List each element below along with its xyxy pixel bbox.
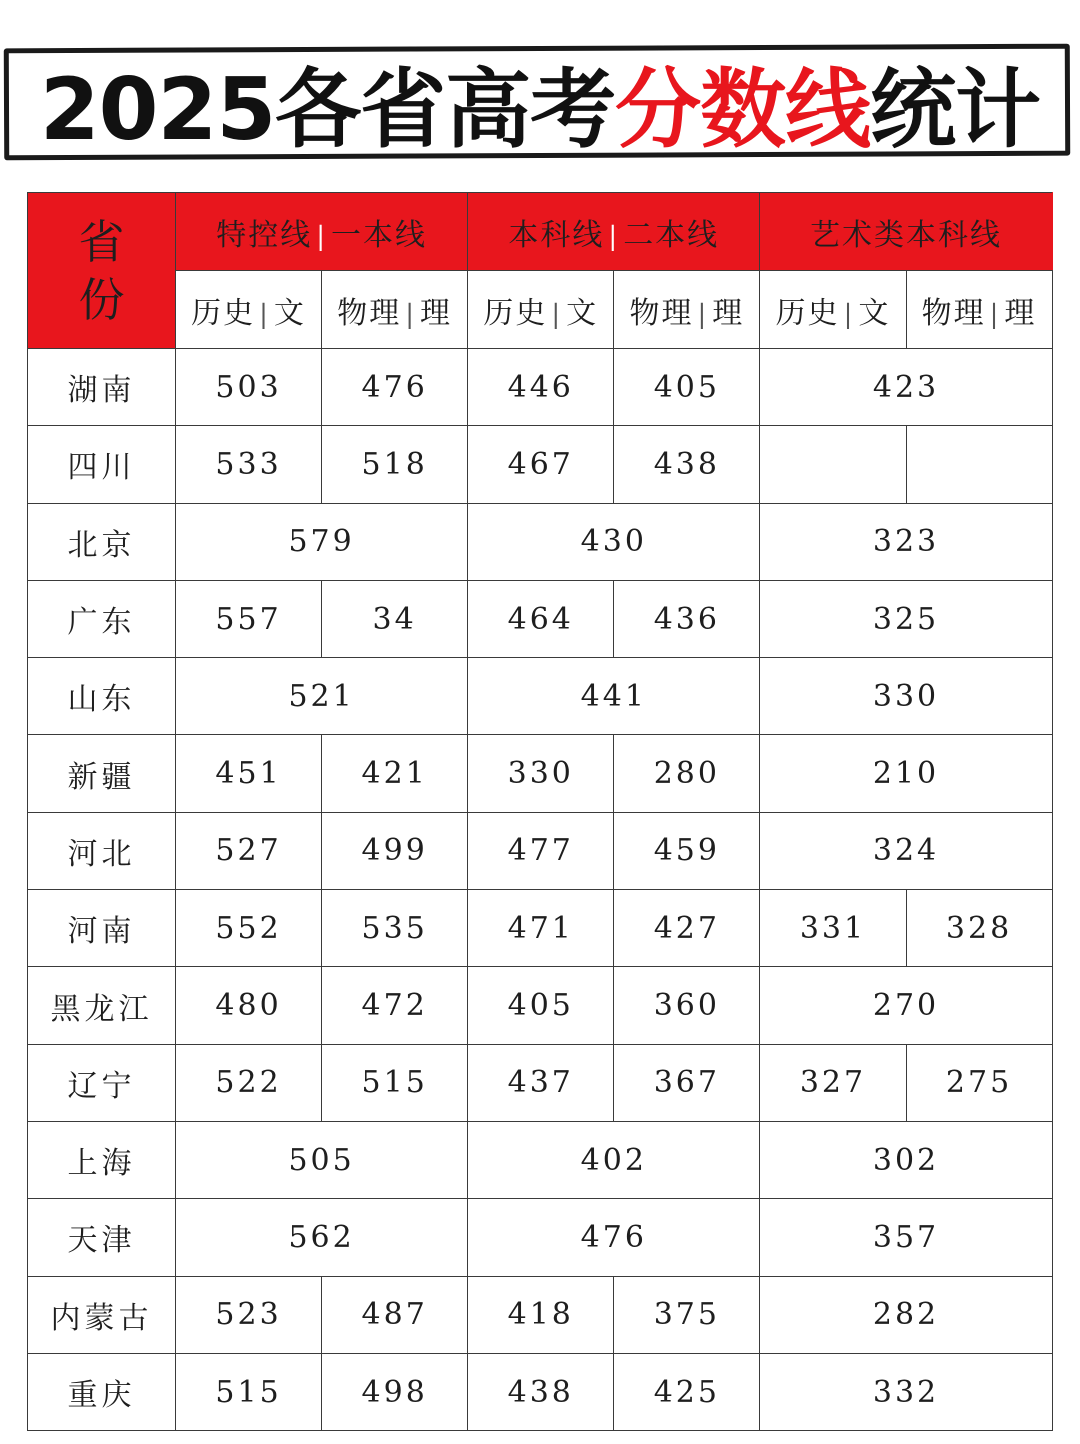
province-cell: 重庆 [28,1353,176,1430]
score-cell-physics: 328 [906,890,1052,967]
table-row [28,735,1053,812]
score-cell-physics: 405 [614,349,760,426]
sub-header-physics: 物理 | 理 [614,271,760,349]
province-cell: 河北 [28,812,176,889]
province-cell: 广东 [28,580,176,657]
province-cell: 天津 [28,1199,176,1276]
table-row [28,1044,1053,1121]
score-cell-history: 438 [468,1353,614,1430]
group-header-art-line [760,193,1052,271]
group-header-label: 艺术类本科线 [810,217,1002,253]
province-cell: 新疆 [28,735,176,812]
table-row [28,890,1053,967]
sub-header-history: 历史 | 文 [468,271,614,349]
score-cell-merged: 330 [760,658,1052,735]
score-cell-merged: 579 [176,503,468,580]
table-row [28,580,1053,657]
province-cell: 上海 [28,1121,176,1198]
province-cell: 辽宁 [28,1044,176,1121]
province-cell: 湖南 [28,349,176,426]
table-row [28,812,1053,889]
score-cell-physics: 518 [322,426,468,503]
table-row [28,1353,1053,1430]
table-row [28,426,1053,503]
score-cell-merged: 505 [176,1121,468,1198]
score-cell-history: 446 [468,349,614,426]
province-cell: 黑龙江 [28,967,176,1044]
score-cell-physics: 459 [614,812,760,889]
province-header-char-1: 省 [78,214,125,269]
score-cell-history: 523 [176,1276,322,1353]
score-cell-merged: 282 [760,1276,1052,1353]
group-header-separator: | [316,221,327,252]
table-row [28,1276,1053,1353]
score-cell-history: 557 [176,580,322,657]
score-cell-merged: 476 [468,1199,760,1276]
score-cell-merged: 324 [760,812,1052,889]
score-cell-history: 527 [176,812,322,889]
score-cell-history: 480 [176,967,322,1044]
score-cell-physics: 275 [906,1044,1052,1121]
province-cell: 内蒙古 [28,1276,176,1353]
group-header-label-alt: 一本线 [330,217,427,253]
score-cell-history: 503 [176,349,322,426]
group-header-key-line [176,193,468,271]
table-row [28,503,1053,580]
title-highlight: 分数线 [615,60,871,160]
group-header-label: 特控线 [216,217,313,253]
province-cell: 河南 [28,890,176,967]
score-cell-physics: 280 [614,735,760,812]
score-cell-history: 330 [468,735,614,812]
group-header-separator: | [608,221,620,252]
score-cell-merged: 423 [760,349,1052,426]
score-cell-merged: 302 [760,1121,1052,1198]
score-cell-merged: 332 [760,1353,1052,1430]
score-cell-physics: 499 [322,812,468,889]
score-cell-merged: 521 [176,658,468,735]
score-cell-merged: 325 [760,580,1052,657]
score-cell-physics: 367 [614,1044,760,1121]
score-cell-physics: 375 [614,1276,760,1353]
title-part-3: 统计 [870,60,1041,160]
score-cell-physics: 421 [322,735,468,812]
group-header-label: 本科线 [508,217,605,253]
province-header [28,193,176,349]
page-title [0,42,1080,162]
score-cell-physics: 498 [322,1353,468,1430]
table-body [28,349,1053,1431]
score-cell-history: 331 [760,890,906,967]
table-row [28,1121,1053,1198]
score-cell-physics: 535 [322,890,468,967]
score-cell-history: 522 [176,1044,322,1121]
score-cell-physics: 360 [614,967,760,1044]
score-cell-history: 515 [176,1353,322,1430]
score-cell-merged: 430 [468,503,760,580]
score-cell-physics: 487 [322,1276,468,1353]
score-table [27,192,1053,1431]
score-cell-history [760,426,906,503]
score-cell-physics: 425 [614,1353,760,1430]
title-part-1: 2025各省高考 [39,60,616,160]
table-row [28,658,1053,735]
score-cell-history: 327 [760,1044,906,1121]
score-cell-physics: 476 [322,349,468,426]
score-cell-merged: 562 [176,1199,468,1276]
score-cell-history: 418 [468,1276,614,1353]
score-cell-merged: 270 [760,967,1052,1044]
province-header-char-2: 份 [78,272,125,327]
score-cell-merged: 323 [760,503,1052,580]
score-cell-merged: 357 [760,1199,1052,1276]
sub-header-physics: 物理 | 理 [322,271,468,349]
score-cell-history: 533 [176,426,322,503]
score-cell-history: 477 [468,812,614,889]
sub-header-history: 历史 | 文 [176,271,322,349]
score-cell-physics [906,426,1052,503]
score-cell-physics: 472 [322,967,468,1044]
score-cell-history: 471 [468,890,614,967]
score-cell-history: 552 [176,890,322,967]
table-row [28,1199,1053,1276]
sub-header-physics: 物理 | 理 [906,271,1052,349]
score-cell-merged: 441 [468,658,760,735]
group-header-label-alt: 二本线 [623,217,720,253]
score-cell-physics: 34 [322,580,468,657]
score-cell-history: 451 [176,735,322,812]
score-cell-physics: 515 [322,1044,468,1121]
score-cell-physics: 427 [614,890,760,967]
score-cell-history: 467 [468,426,614,503]
score-cell-history: 464 [468,580,614,657]
score-cell-physics: 436 [614,580,760,657]
score-cell-merged: 402 [468,1121,760,1198]
province-cell: 山东 [28,658,176,735]
score-cell-history: 405 [468,967,614,1044]
province-cell: 北京 [28,503,176,580]
table-row [28,967,1053,1044]
province-cell: 四川 [28,426,176,503]
score-cell-history: 437 [468,1044,614,1121]
sub-header-history: 历史 | 文 [760,271,906,349]
score-cell-physics: 438 [614,426,760,503]
table-row [28,349,1053,426]
group-header-undergrad-line [468,193,760,271]
score-cell-merged: 210 [760,735,1052,812]
title-banner [0,42,1080,170]
